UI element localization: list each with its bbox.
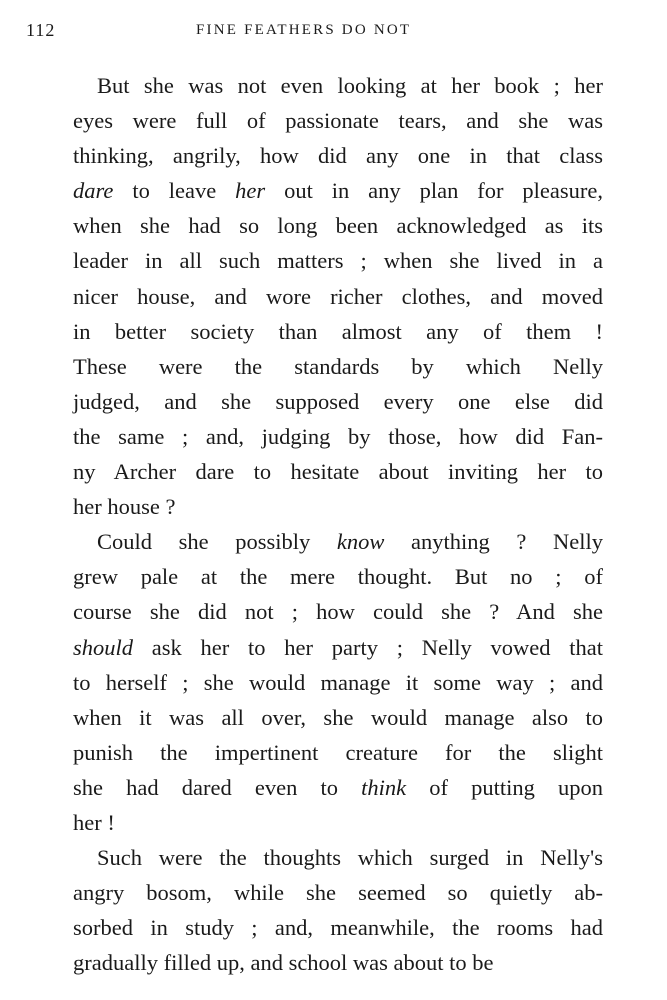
italic-emphasis: her: [235, 178, 266, 204]
paragraph: [73, 524, 603, 840]
text-line: [73, 945, 603, 980]
italic-emphasis: think: [361, 774, 407, 800]
text-run: angry bosom, while she seemed so quietly ab-: [73, 880, 603, 906]
text-line: [73, 594, 603, 629]
text-run: in better society than almost any of them !: [73, 318, 603, 344]
text-line: [73, 524, 603, 559]
text-line: [73, 454, 603, 489]
text-line: [73, 770, 603, 805]
text-run: ny Archer dare to hesitate about inviting her to: [73, 459, 603, 485]
text-run: sorbed in study ; and, meanwhile, the rooms had: [73, 915, 603, 941]
text-run: anything ? Nelly: [384, 529, 603, 555]
text-line: [73, 630, 603, 665]
paragraph: [73, 840, 603, 980]
text-run: nicer house, and wore richer clothes, and moved: [73, 283, 603, 309]
text-line: [73, 243, 603, 278]
italic-emphasis: dare: [73, 178, 114, 204]
text-line: [73, 384, 603, 419]
text-line: [73, 138, 603, 173]
text-run: to herself ; she would manage it some way ; and: [73, 669, 603, 695]
text-run: eyes were full of passionate tears, and she was: [73, 108, 603, 134]
text-run: when she had so long been acknowledged as its: [73, 213, 603, 239]
text-run: she had dared even to: [73, 774, 362, 800]
text-run: But she was not even looking at her book ; her: [97, 73, 603, 98]
running-head: FINE FEATHERS DO NOT: [196, 22, 412, 38]
text-line: [73, 419, 603, 454]
text-line: [73, 559, 603, 594]
text-run: punish the impertinent creature for the slight: [73, 739, 603, 765]
page-number: 112: [26, 20, 56, 40]
text-run: her house ?: [73, 494, 176, 520]
text-run: out in any plan for pleasure,: [265, 178, 603, 204]
text-run: of putting upon: [406, 774, 603, 800]
text-line: [73, 173, 603, 208]
body-text: [73, 68, 603, 980]
text-line: [73, 910, 603, 945]
page-header: [26, 18, 641, 48]
text-line: [73, 875, 603, 910]
italic-emphasis: know: [336, 529, 385, 555]
text-run: thinking, angrily, how did any one in that class: [73, 143, 603, 169]
text-run: gradually filled up, and school was about to be: [73, 950, 494, 976]
text-run: judged, and she supposed every one else did: [73, 388, 603, 414]
text-line: [73, 103, 603, 138]
text-line: [73, 279, 603, 314]
text-run: course she did not ; how could she ? And she: [73, 599, 603, 625]
text-line: [73, 68, 603, 103]
paragraph: [73, 68, 603, 524]
text-line: [73, 805, 603, 840]
text-line: [73, 208, 603, 243]
text-line: [73, 700, 603, 735]
text-run: ask her to her party ; Nelly vowed that: [133, 634, 603, 660]
text-run: Such were the thoughts which surged in Nelly's: [97, 845, 603, 871]
text-run: leader in all such matters ; when she lived in a: [73, 248, 603, 274]
text-run: when it was all over, she would manage also to: [73, 704, 603, 730]
text-run: her !: [73, 809, 115, 835]
text-run: the same ; and, judging by those, how did Fan-: [73, 423, 603, 449]
text-run: to leave: [113, 178, 236, 204]
text-line: [73, 735, 603, 770]
text-run: These were the standards by which Nelly: [73, 353, 603, 379]
text-line: [73, 314, 603, 349]
text-line: [73, 840, 603, 875]
text-run: Could she possibly: [97, 529, 337, 555]
text-line: [73, 489, 603, 524]
text-line: [73, 665, 603, 700]
text-line: [73, 349, 603, 384]
italic-emphasis: should: [73, 634, 134, 660]
text-run: grew pale at the mere thought. But no ; of: [73, 564, 603, 590]
